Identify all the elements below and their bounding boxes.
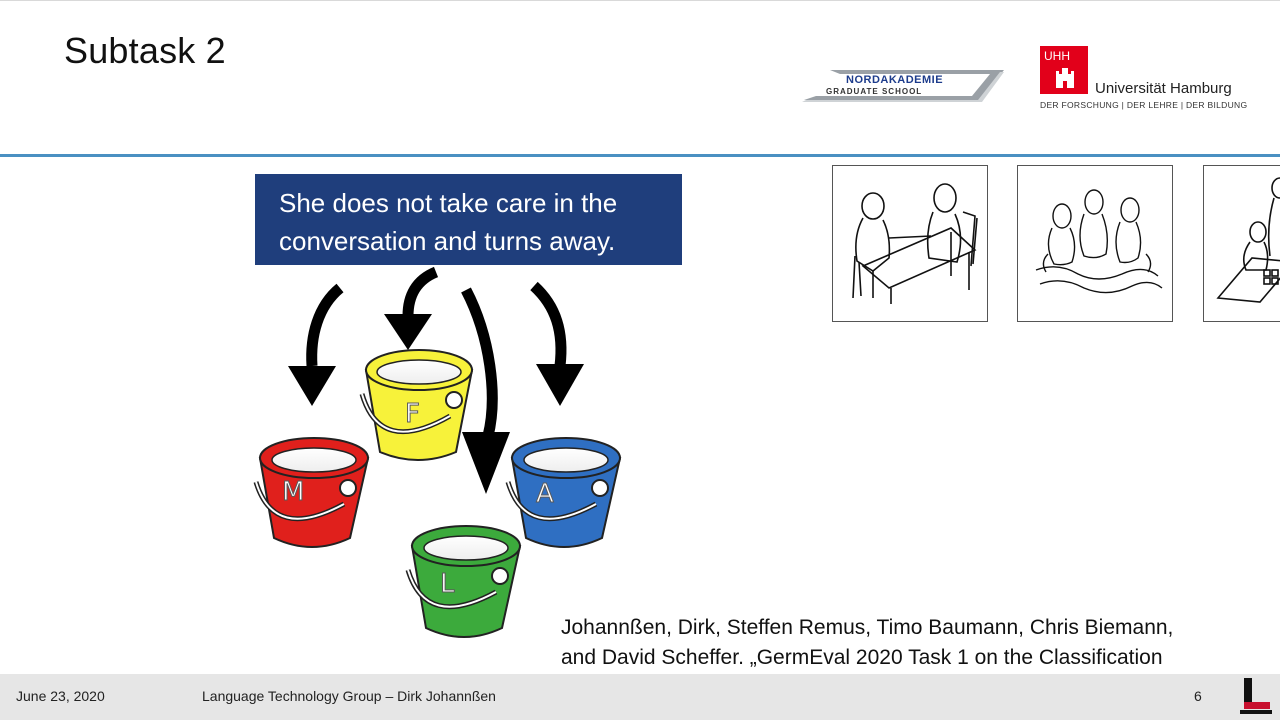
uhh-motto: DER FORSCHUNG | DER LEHRE | DER BILDUNG bbox=[1040, 100, 1248, 110]
bucket-a-label: A bbox=[536, 479, 554, 509]
header-divider bbox=[0, 154, 1280, 157]
slide-title: Subtask 2 bbox=[64, 30, 226, 71]
uhh-name: Universität Hamburg bbox=[1095, 80, 1232, 97]
lt-logo bbox=[1238, 676, 1276, 718]
bucket-f bbox=[362, 350, 472, 460]
bucket-m-label: M bbox=[282, 477, 305, 507]
nordakademie-name: NORDAKADEMIE bbox=[846, 74, 944, 86]
bucket-m bbox=[256, 438, 368, 547]
sketch-image-group bbox=[1017, 165, 1173, 322]
footer-date: June 23, 2020 bbox=[16, 688, 105, 704]
quote-box bbox=[255, 174, 682, 265]
footer-bar bbox=[0, 674, 1280, 720]
page-number: 6 bbox=[1194, 688, 1202, 704]
citation-line-1: Johannßen, Dirk, Steffen Remus, Timo Baumann, Chris Biemann, bbox=[561, 616, 1174, 639]
castle-icon bbox=[1054, 66, 1076, 90]
sketch-image-board-game bbox=[1203, 165, 1280, 322]
citation-line-2: and David Scheffer. „GermEval 2020 Task 1 on the Classification bbox=[561, 646, 1163, 669]
uhh-logo bbox=[1038, 46, 1248, 112]
bucket-l bbox=[408, 526, 520, 637]
arrow-to-m bbox=[288, 288, 340, 406]
footer-group: Language Technology Group – Dirk Johannßen bbox=[202, 688, 496, 704]
arrow-to-f bbox=[384, 272, 436, 350]
quote-line-2: conversation and turns away. bbox=[279, 226, 616, 256]
bucket-diagram bbox=[240, 266, 640, 656]
lt-logo-mark: L bbox=[1238, 676, 1239, 677]
quote-line-1: She does not take care in the bbox=[279, 188, 618, 218]
bucket-f-label: F bbox=[405, 399, 420, 429]
arrow-to-a bbox=[534, 286, 584, 406]
sketch-image-table-conversation bbox=[832, 165, 988, 322]
bucket-l-label: L bbox=[440, 569, 455, 599]
bucket-a bbox=[508, 438, 620, 547]
uhh-mark bbox=[1040, 46, 1088, 94]
nordakademie-logo bbox=[800, 66, 1006, 104]
top-rule bbox=[0, 0, 1280, 1]
uhh-mark-text: UHH bbox=[1044, 49, 1070, 63]
nordakademie-subtitle: GRADUATE SCHOOL bbox=[826, 87, 923, 96]
arrow-to-l bbox=[462, 290, 510, 494]
